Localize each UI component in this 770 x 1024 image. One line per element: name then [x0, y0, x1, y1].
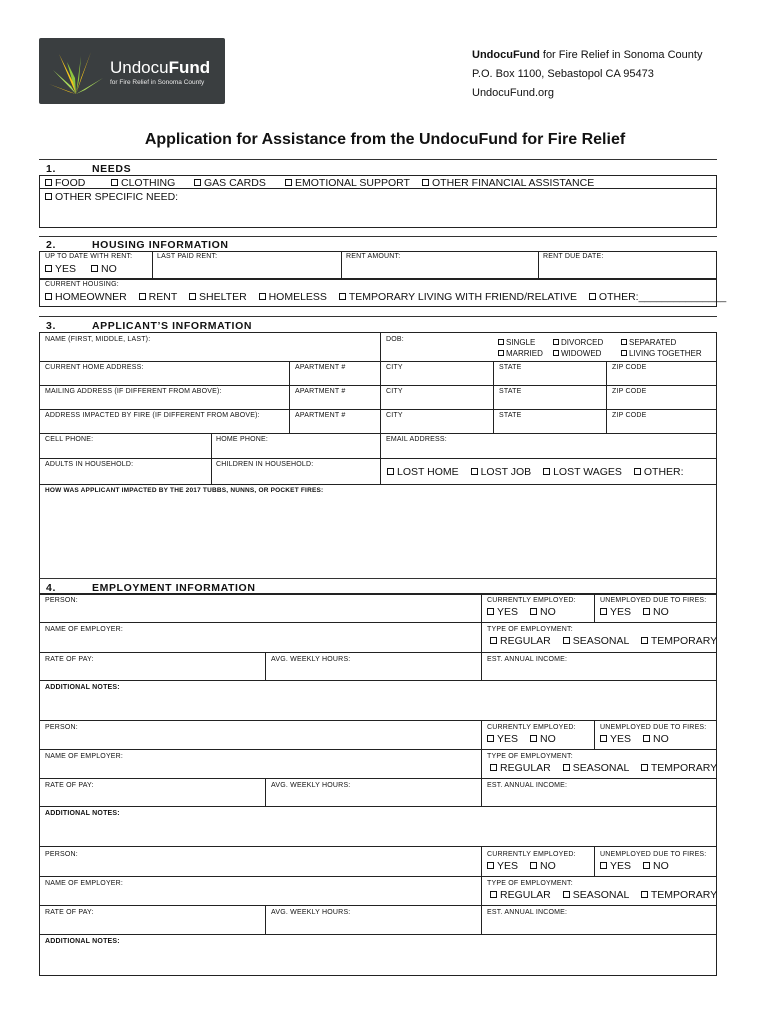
housing-option-homeowner[interactable]: HOMEOWNER	[45, 291, 127, 303]
name-label: NAME (FIRST, MIDDLE, LAST):	[45, 336, 151, 343]
checkbox[interactable]	[553, 350, 559, 356]
checkbox[interactable]	[643, 608, 650, 615]
divider	[211, 433, 212, 484]
checkbox[interactable]	[45, 293, 52, 300]
org-name: UndocuFund for Fire Relief in Sonoma County	[472, 49, 703, 61]
section-number: 4.	[46, 582, 56, 594]
divider	[594, 846, 595, 876]
hours-label: AVG. WEEKLY HOURS:	[271, 782, 351, 789]
needs-option-food[interactable]: FOOD	[45, 177, 85, 189]
cell-phone-label: CELL PHONE:	[45, 436, 94, 443]
state-label: STATE	[499, 388, 522, 395]
rate-label: RATE OF PAY:	[45, 909, 94, 916]
checkbox[interactable]	[487, 862, 494, 869]
notes-label: ADDITIONAL NOTES:	[45, 810, 120, 817]
unemployed-yes-option[interactable]: YES	[600, 860, 631, 872]
zip-label: ZIP CODE	[612, 364, 647, 371]
section-heading-housing: HOUSING INFORMATION	[92, 239, 229, 251]
checkbox[interactable]	[634, 468, 641, 475]
logo-tagline: for Fire Relief in Sonoma County	[110, 79, 205, 86]
marital-option-divorced[interactable]: DIVORCED	[553, 338, 603, 347]
type-option-regular[interactable]: REGULAR	[490, 635, 551, 647]
divider	[39, 484, 717, 485]
divider	[481, 594, 482, 680]
employed-yes-option[interactable]: YES	[487, 860, 518, 872]
type-option-seasonal[interactable]: SEASONAL	[563, 762, 629, 774]
checkbox[interactable]	[339, 293, 346, 300]
checkbox[interactable]	[45, 193, 52, 200]
section-number: 1.	[46, 163, 56, 175]
needs-option-clothing[interactable]: CLOTHING	[111, 177, 175, 189]
currently-employed-label: CURRENTLY EMPLOYED:	[487, 724, 576, 731]
employment-type-label: TYPE OF EMPLOYMENT:	[487, 626, 573, 633]
page-title: Application for Assistance from the UndocuFund for Fire Relief	[144, 131, 626, 148]
checkbox[interactable]	[589, 293, 596, 300]
employed-yes-option[interactable]: YES	[487, 606, 518, 618]
divider	[493, 361, 494, 433]
apartment-label: APARTMENT #	[295, 364, 346, 371]
employment-type-label: TYPE OF EMPLOYMENT:	[487, 753, 573, 760]
divider	[594, 594, 595, 622]
marital-option-living-together[interactable]: LIVING TOGETHER	[621, 349, 702, 358]
impact-question-label: HOW WAS APPLICANT IMPACTED BY THE 2017 TUBBS, NUNNS, OR POCKET FIRES:	[45, 487, 324, 494]
divider	[39, 433, 717, 434]
unemployed-fires-label: UNEMPLOYED DUE TO FIRES:	[600, 597, 707, 604]
employer-label: NAME OF EMPLOYER:	[45, 626, 124, 633]
income-label: EST. ANNUAL INCOME:	[487, 656, 568, 663]
divider	[39, 361, 717, 362]
zip-label: ZIP CODE	[612, 412, 647, 419]
checkbox[interactable]	[643, 735, 650, 742]
employment-type-label: TYPE OF EMPLOYMENT:	[487, 880, 573, 887]
divider	[265, 905, 266, 934]
housing-options	[45, 291, 726, 303]
divider	[594, 720, 595, 749]
apartment-label: APARTMENT #	[295, 412, 346, 419]
applicant-box	[39, 332, 717, 594]
divider	[481, 846, 482, 934]
checkbox[interactable]	[553, 339, 559, 345]
loss-option-job[interactable]: LOST JOB	[471, 466, 532, 478]
apartment-label: APARTMENT #	[295, 388, 346, 395]
type-option-seasonal[interactable]: SEASONAL	[563, 635, 629, 647]
notes-label: ADDITIONAL NOTES:	[45, 938, 120, 945]
person-label: PERSON:	[45, 724, 78, 731]
checkbox[interactable]	[600, 608, 607, 615]
loss-option-home[interactable]: LOST HOME	[387, 466, 459, 478]
type-option-temporary[interactable]: TEMPORARY	[641, 635, 717, 647]
org-website: UndocuFund.org	[472, 87, 554, 99]
income-label: EST. ANNUAL INCOME:	[487, 909, 568, 916]
section-heading-needs: NEEDS	[92, 163, 132, 175]
checkbox[interactable]	[530, 862, 537, 869]
city-label: CITY	[386, 412, 403, 419]
divider	[265, 652, 266, 680]
section-heading-applicant: APPLICANT’S INFORMATION	[92, 320, 253, 332]
checkbox[interactable]	[471, 468, 478, 475]
marital-option-widowed[interactable]: WIDOWED	[553, 349, 601, 358]
checkbox[interactable]	[621, 350, 627, 356]
unemployed-no-option[interactable]: NO	[643, 860, 669, 872]
hours-label: AVG. WEEKLY HOURS:	[271, 909, 351, 916]
checkbox[interactable]	[641, 637, 648, 644]
rent-no-option[interactable]: NO	[91, 263, 117, 275]
city-label: CITY	[386, 364, 403, 371]
section-number: 3.	[46, 320, 56, 332]
checkbox[interactable]	[285, 179, 292, 186]
divider	[39, 846, 717, 847]
divider	[39, 409, 717, 410]
employed-no-option[interactable]: NO	[530, 606, 556, 618]
divider	[39, 578, 717, 579]
checkbox[interactable]	[487, 608, 494, 615]
checkbox[interactable]	[194, 179, 201, 186]
marital-option-separated[interactable]: SEPARATED	[621, 338, 676, 347]
checkbox[interactable]	[563, 637, 570, 644]
unemployed-yes-option[interactable]: YES	[600, 606, 631, 618]
checkbox[interactable]	[139, 293, 146, 300]
type-option-temporary[interactable]: TEMPORARY	[641, 762, 717, 774]
checkbox[interactable]	[563, 891, 570, 898]
divider	[152, 251, 153, 279]
employment-type-options	[490, 762, 717, 774]
person-label: PERSON:	[45, 851, 78, 858]
adults-label: ADULTS IN HOUSEHOLD:	[45, 461, 134, 468]
current-housing-label: CURRENT HOUSING:	[45, 281, 119, 288]
divider	[39, 159, 717, 160]
checkbox[interactable]	[498, 339, 504, 345]
needs-option-emotional-support[interactable]: EMOTIONAL SUPPORT	[285, 177, 410, 189]
marital-option-single[interactable]: SINGLE	[498, 338, 535, 347]
rate-label: RATE OF PAY:	[45, 782, 94, 789]
type-option-regular[interactable]: REGULAR	[490, 889, 551, 901]
housing-option-other[interactable]: OTHER:_______________	[589, 291, 726, 303]
checkbox[interactable]	[530, 735, 537, 742]
checkbox[interactable]	[563, 764, 570, 771]
up-to-date-label: UP TO DATE WITH RENT:	[45, 253, 133, 260]
divider	[39, 720, 717, 721]
checkbox[interactable]	[189, 293, 196, 300]
needs-option-other-specific[interactable]: OTHER SPECIFIC NEED:	[45, 191, 178, 203]
checkbox[interactable]	[91, 265, 98, 272]
rent-due-label: RENT DUE DATE:	[543, 253, 604, 260]
checkbox[interactable]	[600, 735, 607, 742]
employment-type-options	[490, 635, 717, 647]
employer-label: NAME OF EMPLOYER:	[45, 753, 124, 760]
unemployed-yes-option[interactable]: YES	[600, 733, 631, 745]
checkbox[interactable]	[641, 764, 648, 771]
rent-yes-option[interactable]: YES	[45, 263, 76, 275]
divider	[39, 458, 717, 459]
needs-option-other-financial[interactable]: OTHER FINANCIAL ASSISTANCE	[422, 177, 594, 189]
checkbox[interactable]	[487, 735, 494, 742]
checkbox[interactable]	[490, 764, 497, 771]
housing-option-homeless[interactable]: HOMELESS	[259, 291, 327, 303]
children-label: CHILDREN IN HOUSEHOLD:	[216, 461, 314, 468]
divider	[39, 385, 717, 386]
divider	[39, 778, 717, 779]
checkbox[interactable]	[641, 891, 648, 898]
unemployed-no-option[interactable]: NO	[643, 606, 669, 618]
divider	[39, 934, 717, 935]
divider	[289, 361, 290, 433]
checkbox[interactable]	[45, 265, 52, 272]
housing-option-shelter[interactable]: SHELTER	[189, 291, 247, 303]
divider	[39, 652, 717, 653]
checkbox[interactable]	[600, 862, 607, 869]
type-option-regular[interactable]: REGULAR	[490, 762, 551, 774]
leaf-burst-icon	[45, 48, 107, 96]
mailing-address-label: MAILING ADDRESS (IF DIFFERENT FROM ABOVE):	[45, 388, 222, 395]
last-paid-label: LAST PAID RENT:	[157, 253, 218, 260]
city-label: CITY	[386, 388, 403, 395]
hours-label: AVG. WEEKLY HOURS:	[271, 656, 351, 663]
loss-options	[387, 466, 684, 478]
employed-no-option[interactable]: NO	[530, 733, 556, 745]
employed-yes-option[interactable]: YES	[487, 733, 518, 745]
housing-option-rent[interactable]: RENT	[139, 291, 177, 303]
checkbox[interactable]	[530, 608, 537, 615]
divider	[39, 749, 717, 750]
checkbox[interactable]	[111, 179, 118, 186]
divider	[265, 778, 266, 806]
state-label: STATE	[499, 364, 522, 371]
checkbox[interactable]	[387, 468, 394, 475]
org-address: P.O. Box 1100, Sebastopol CA 95473	[472, 68, 654, 80]
needs-option-gas-cards[interactable]: GAS CARDS	[194, 177, 266, 189]
checkbox[interactable]	[45, 179, 52, 186]
rent-amount-label: RENT AMOUNT:	[346, 253, 401, 260]
divider	[39, 876, 717, 877]
checkbox[interactable]	[621, 339, 627, 345]
housing-option-temporary[interactable]: TEMPORARY LIVING WITH FRIEND/RELATIVE	[339, 291, 577, 303]
divider	[380, 332, 381, 433]
unemployed-fires-label: UNEMPLOYED DUE TO FIRES:	[600, 724, 707, 731]
employer-label: NAME OF EMPLOYER:	[45, 880, 124, 887]
current-address-label: CURRENT HOME ADDRESS:	[45, 364, 144, 371]
email-label: EMAIL ADDRESS:	[386, 436, 447, 443]
loss-option-other[interactable]: OTHER:	[634, 466, 684, 478]
divider	[341, 251, 342, 279]
dob-label: DOB:	[386, 336, 404, 343]
loss-option-wages[interactable]: LOST WAGES	[543, 466, 622, 478]
divider	[39, 236, 717, 237]
currently-employed-label: CURRENTLY EMPLOYED:	[487, 597, 576, 604]
person-label: PERSON:	[45, 597, 78, 604]
checkbox[interactable]	[490, 891, 497, 898]
divider	[39, 316, 717, 317]
logo-wordmark: UndocuFund	[110, 58, 211, 77]
divider	[380, 433, 381, 484]
notes-label: ADDITIONAL NOTES:	[45, 684, 120, 691]
checkbox[interactable]	[498, 350, 504, 356]
unemployed-no-option[interactable]: NO	[643, 733, 669, 745]
section-heading-employment: EMPLOYMENT INFORMATION	[92, 582, 256, 594]
divider	[538, 251, 539, 279]
unemployed-fires-label: UNEMPLOYED DUE TO FIRES:	[600, 851, 707, 858]
income-label: EST. ANNUAL INCOME:	[487, 782, 568, 789]
divider	[481, 720, 482, 806]
divider	[39, 806, 717, 807]
divider	[606, 361, 607, 433]
employed-no-option[interactable]: NO	[530, 860, 556, 872]
section-number: 2.	[46, 239, 56, 251]
rate-label: RATE OF PAY:	[45, 656, 94, 663]
impacted-address-label: ADDRESS IMPACTED BY FIRE (IF DIFFERENT FROM ABOVE):	[45, 412, 260, 419]
employment-type-options	[490, 889, 717, 901]
checkbox[interactable]	[490, 637, 497, 644]
divider	[39, 680, 717, 681]
checkbox[interactable]	[422, 179, 429, 186]
zip-label: ZIP CODE	[612, 388, 647, 395]
state-label: STATE	[499, 412, 522, 419]
type-option-seasonal[interactable]: SEASONAL	[563, 889, 629, 901]
checkbox[interactable]	[543, 468, 550, 475]
divider	[39, 905, 717, 906]
home-phone-label: HOME PHONE:	[216, 436, 268, 443]
checkbox[interactable]	[259, 293, 266, 300]
type-option-temporary[interactable]: TEMPORARY	[641, 889, 717, 901]
currently-employed-label: CURRENTLY EMPLOYED:	[487, 851, 576, 858]
marital-option-married[interactable]: MARRIED	[498, 349, 543, 358]
checkbox[interactable]	[643, 862, 650, 869]
divider	[39, 622, 717, 623]
